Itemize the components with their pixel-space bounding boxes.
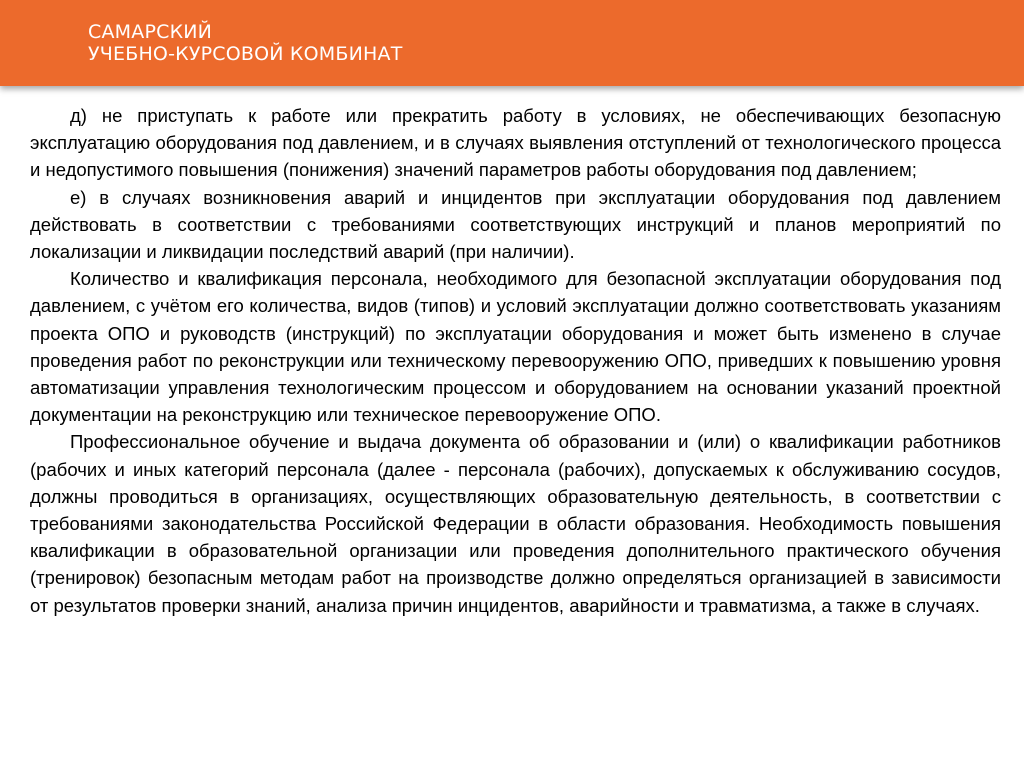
header-bar (0, 0, 1024, 86)
paragraph-training: Профессиональное обучение и выдача документа об образовании и (или) о квалификации работников (рабочих и иных категорий персонала (далее - персонала (рабочих), допускаемых к обслуживанию сосудов, должны проводиться в организациях, осуществляющих образовательную деятельность, в соответствии с требованиями законодательства Российской Федерации в области образования. Необходимость повышения квалификации в образовательной организации или проведения дополнительного практического обучения (тренировок) безопасным методам работ на производстве должно определяться организацией в зависимости от результатов проверки знаний, анализа причин инцидентов, аварийности и травматизма, а также в случаях. (30, 431, 1001, 616)
paragraph-personnel: Количество и квалификация персонала, необходимого для безопасной эксплуатации оборудования под давлением, с учётом его количества, видов (типов) и условий эксплуатации должно соответствовать указаниям проекта ОПО и руководств (инструкций) по эксплуатации оборудования и может быть изменено в случае проведения работ по реконструкции или техническому перевооружению ОПО, приведших к повышению уровня автоматизации управления технологическим процессом и оборудованием на основании указаний проектной документации на реконструкцию или техническое перевооружение ОПО. (30, 268, 1001, 426)
paragraph-e: е) в случаях возникновения аварий и инцидентов при эксплуатации оборудования под давлением действовать в соответствии с требованиями соответствующих инструкций и планов мероприятий по локализации и ликвидации последствий аварий (при наличии). (30, 186, 1001, 263)
brand-logo-text (88, 21, 403, 65)
paragraph-d: д) не приступать к работе или прекратить работу в условиях, не обеспечивающих безопасную эксплуатацию оборудования под давлением, и в случаях выявления отступлений от технологического процесса и недопустимого повышения (понижения) значений параметров работы оборудования под давлением; (30, 105, 1001, 181)
brand-line-1: САМАРСКИЙ (88, 21, 213, 43)
brand-line-2: УЧЕБНО-КУРСОВОЙ КОМБИНАТ (88, 43, 403, 65)
document-body (30, 102, 1001, 619)
